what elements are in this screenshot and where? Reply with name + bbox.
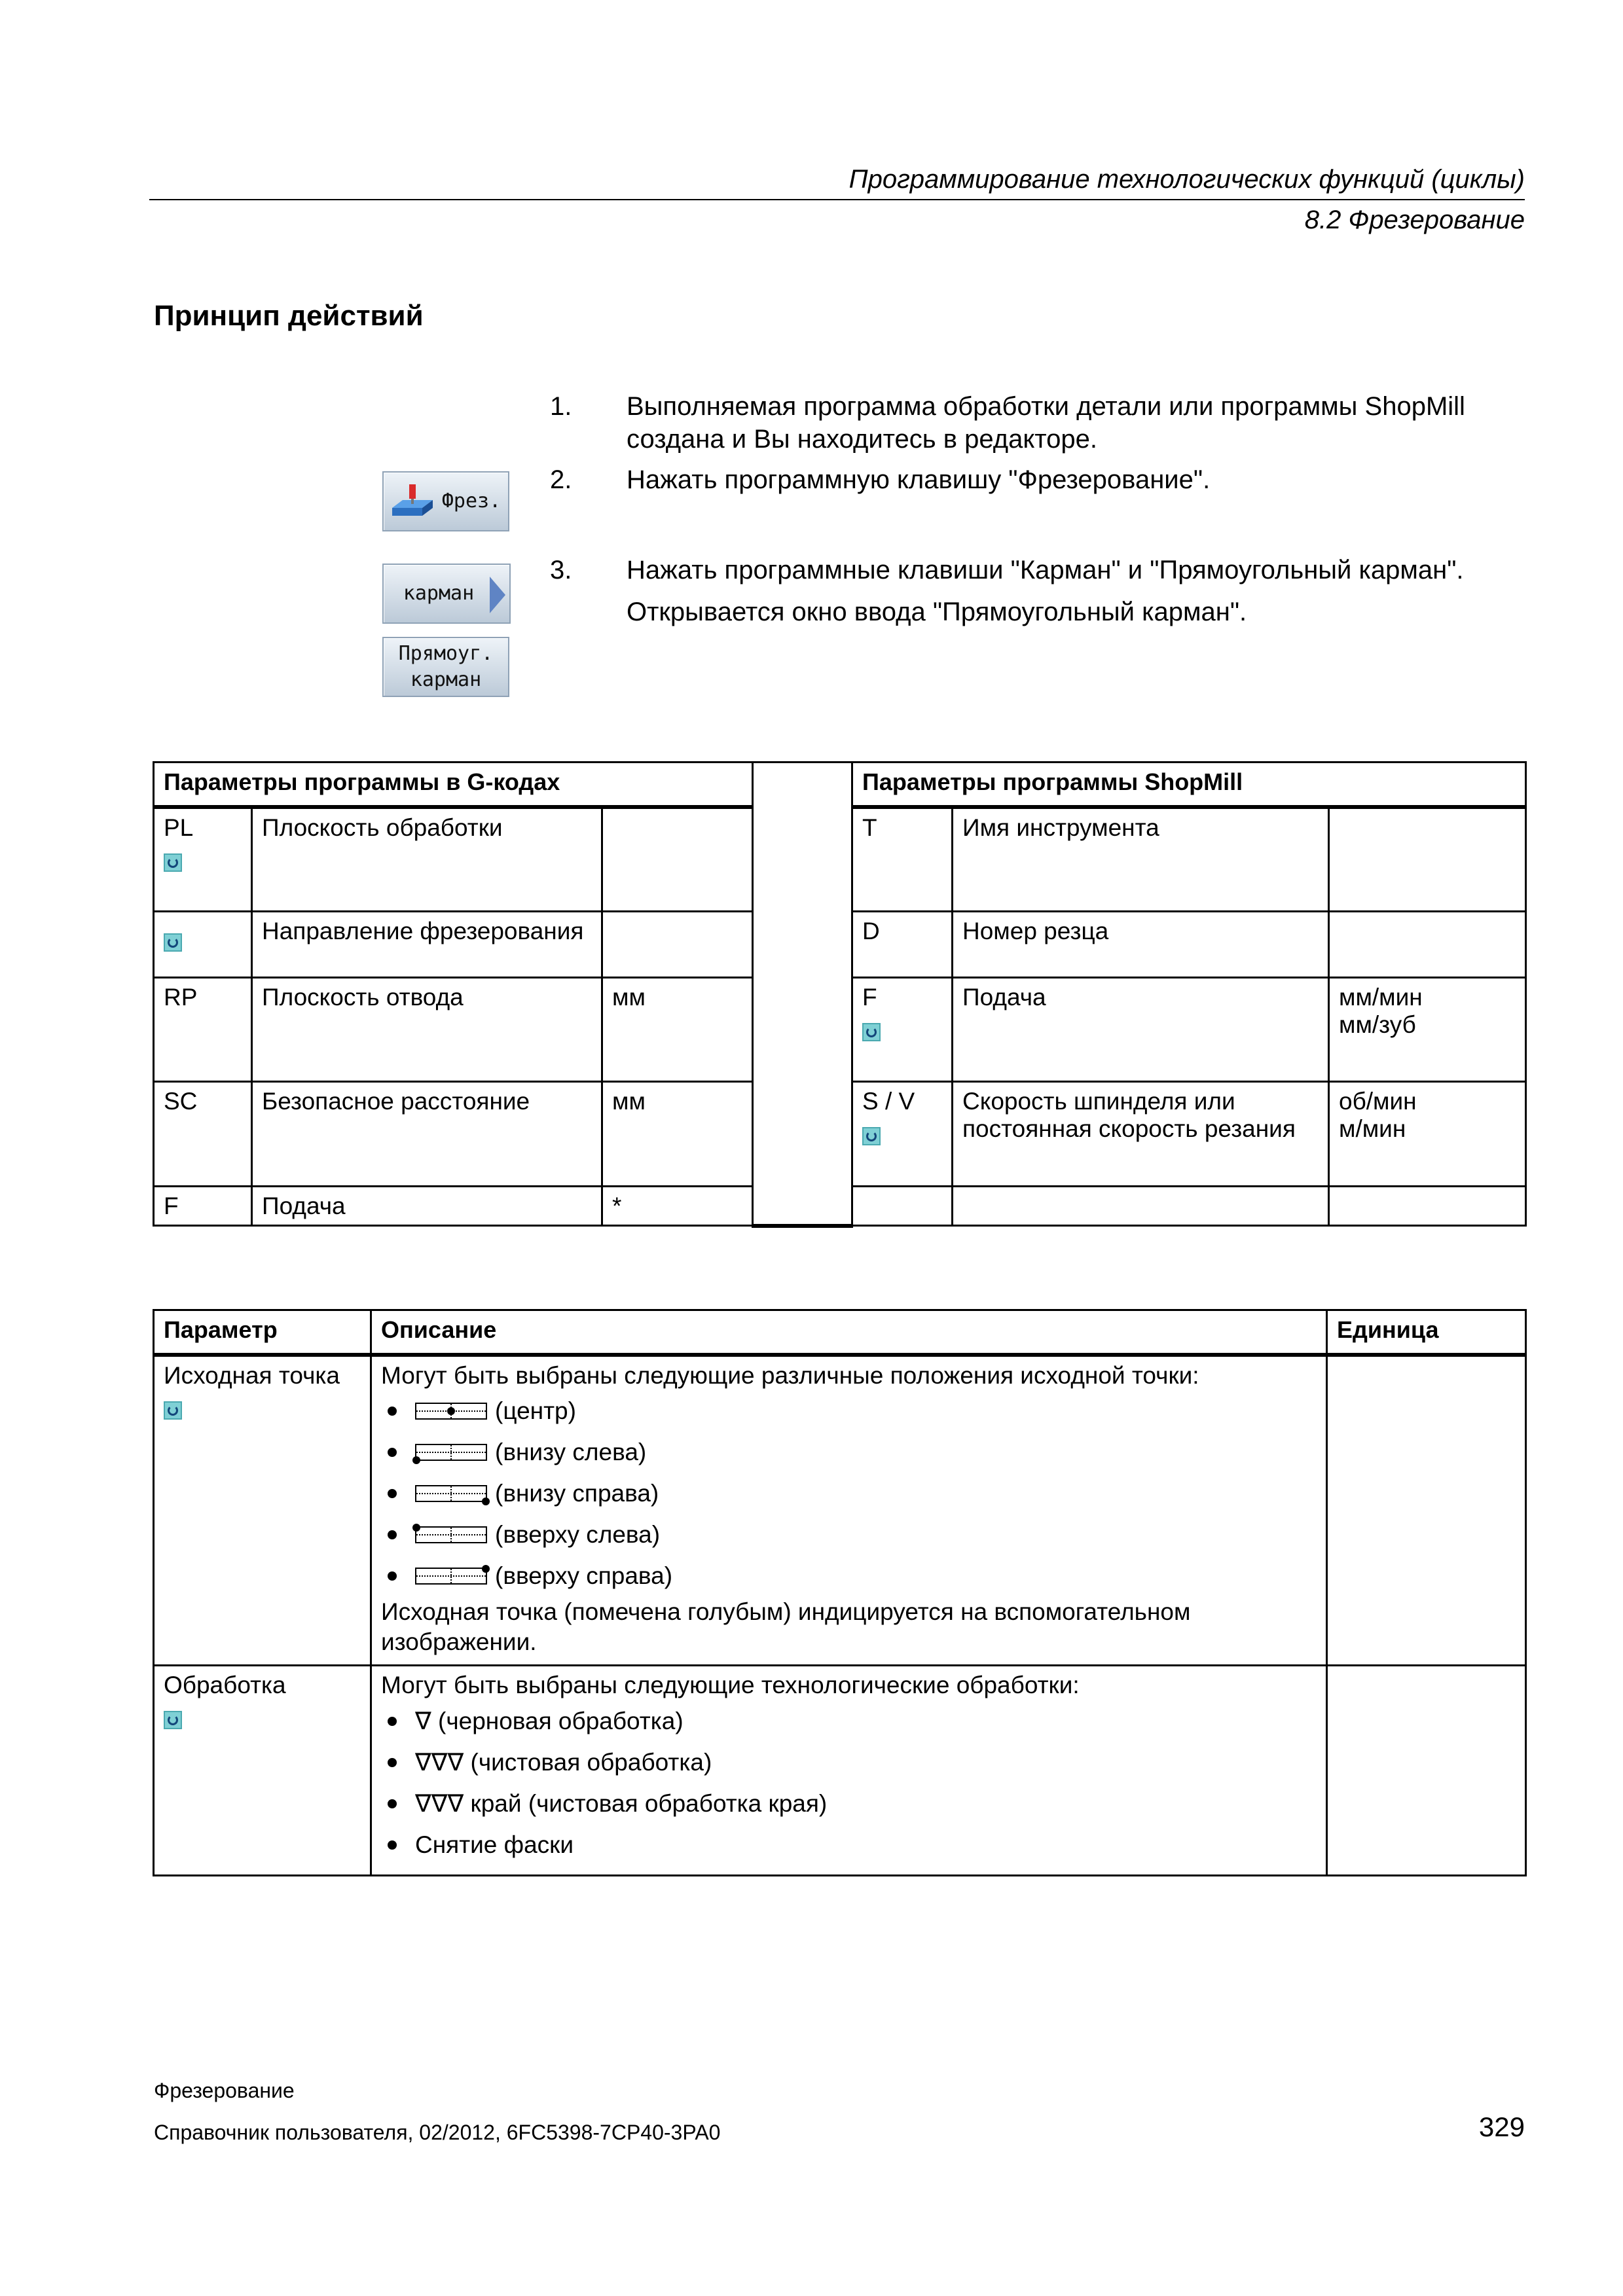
param-code: T: [852, 807, 953, 912]
pocket-softkey[interactable]: [382, 564, 511, 624]
list-item-text: (внизу слева): [495, 1439, 647, 1465]
param-code: F: [154, 1187, 252, 1226]
param-code: S / V: [862, 1088, 915, 1115]
bullet: [388, 1530, 397, 1539]
page-number: 329: [1478, 2111, 1525, 2142]
list-item: [381, 1700, 1317, 1742]
empty-cell: [852, 1187, 953, 1226]
mill-softkey[interactable]: [382, 471, 509, 531]
toggle-icon[interactable]: [164, 1401, 182, 1420]
list-item-text: ∇∇∇ край (чистовая обработка края): [415, 1790, 828, 1817]
step-text: Открывается окно ввода "Прямоугольный карман".: [627, 598, 1247, 626]
unit-cell: [1327, 1666, 1526, 1876]
footer-manual-info: Справочник пользователя, 02/2012, 6FC5398-7CP40-3PA0: [154, 2121, 721, 2144]
list-item-text: (внизу справа): [495, 1480, 659, 1507]
bullet: [388, 1571, 397, 1581]
step-number: 2.: [550, 465, 572, 494]
list-item: [381, 1742, 1317, 1783]
bullet: [388, 1448, 397, 1457]
rect-pocket-label-line2: карман: [410, 668, 482, 691]
mill-softkey-label: Фрез.: [441, 490, 501, 512]
bullet: [388, 1407, 397, 1416]
unit-line: м/мин: [1339, 1115, 1406, 1142]
list-item: [381, 1824, 1317, 1865]
step-number: 1.: [550, 392, 572, 421]
ref-point-top-left-icon: [415, 1526, 487, 1543]
param-desc: Безопасное расстояние: [252, 1082, 602, 1187]
param-desc: Имя инструмента: [953, 807, 1329, 912]
bullet: [388, 1758, 397, 1767]
desc-intro: Могут быть выбраны следующие технологические обработки:: [381, 1672, 1080, 1698]
footer-title: Фрезерование: [154, 2079, 295, 2102]
param-name: Исходная точка: [164, 1361, 340, 1389]
col-header-unit: Единица: [1327, 1310, 1526, 1355]
list-item: [381, 1391, 1317, 1432]
param-name: Обработка: [164, 1672, 286, 1698]
bullet: [388, 1717, 397, 1726]
section-title: Принцип действий: [154, 300, 424, 332]
desc-note: Исходная точка (помечена голубым) индицируется на вспомогательном изображении.: [381, 1598, 1191, 1655]
table-spacer: [753, 762, 852, 1226]
col-header-desc: Описание: [371, 1310, 1327, 1355]
ref-point-bottom-left-icon: [415, 1444, 487, 1461]
param-desc: Плоскость отвода: [252, 978, 602, 1082]
param-unit: *: [602, 1187, 753, 1226]
param-code: F: [862, 984, 877, 1011]
list-item: [381, 1473, 1317, 1515]
param-code: PL: [164, 814, 194, 841]
shopmill-params-header: Параметры программы ShopMill: [852, 762, 1526, 807]
ref-point-center-icon: [415, 1403, 487, 1420]
toggle-icon[interactable]: [164, 1711, 182, 1729]
toggle-icon[interactable]: [164, 853, 182, 872]
table-row: [154, 1666, 1526, 1876]
milling-icon: [391, 482, 437, 521]
running-header-chapter: Программирование технологических функций (циклы): [848, 165, 1525, 194]
list-item-text: ∇ (черновая обработка): [415, 1708, 684, 1734]
toggle-icon[interactable]: [164, 933, 182, 952]
gcode-params-header: Параметры программы в G-кодах: [154, 762, 753, 807]
ref-point-bottom-right-icon: [415, 1485, 487, 1502]
unit-line: мм/зуб: [1339, 1011, 1416, 1038]
list-item-text: ∇∇∇ (чистовая обработка): [415, 1749, 712, 1776]
ref-point-top-right-icon: [415, 1568, 487, 1585]
toggle-icon[interactable]: [862, 1023, 881, 1041]
unit-line: мм/мин: [1339, 984, 1423, 1011]
submenu-arrow-icon: [490, 577, 505, 613]
bullet: [388, 1489, 397, 1498]
step-text: Выполняемая программа обработки детали или программы ShopMill создана и Вы находитесь в редакторе.: [627, 392, 1465, 454]
param-desc: Номер резца: [953, 912, 1329, 978]
list-item-text: (вверху справа): [495, 1562, 673, 1589]
step-number: 3.: [550, 556, 572, 584]
description-table: [153, 1309, 1527, 1876]
param-desc: Плоскость обработки: [252, 807, 602, 912]
unit-line: об/мин: [1339, 1088, 1417, 1115]
table-row: [154, 1355, 1526, 1666]
param-unit: мм: [602, 978, 753, 1082]
bullet: [388, 1799, 397, 1808]
unit-cell: [1327, 1355, 1526, 1666]
list-item: [381, 1783, 1317, 1824]
list-item-text: (вверху слева): [495, 1521, 661, 1548]
list-item: [381, 1515, 1317, 1556]
param-code: D: [852, 912, 953, 978]
param-code: SC: [154, 1082, 252, 1187]
param-desc: Подача: [252, 1187, 602, 1226]
running-header-section: 8.2 Фрезерование: [1304, 206, 1525, 234]
step-text: Нажать программную клавишу "Фрезерование".: [627, 465, 1211, 494]
empty-cell: [953, 1187, 1329, 1226]
param-unit: [602, 807, 753, 912]
param-desc: Подача: [953, 978, 1329, 1082]
param-unit: [1329, 1082, 1526, 1187]
header-rule: [149, 199, 1525, 200]
rect-pocket-label-line1: Прямоуг.: [398, 642, 494, 665]
toggle-icon[interactable]: [862, 1127, 881, 1145]
param-unit: [1329, 807, 1526, 912]
list-item-text: (центр): [495, 1397, 576, 1424]
empty-cell: [1329, 1187, 1526, 1226]
step-text: Нажать программные клавиши "Карман" и "Прямоугольный карман".: [627, 556, 1464, 584]
desc-intro: Могут быть выбраны следующие различные положения исходной точки:: [381, 1361, 1199, 1389]
param-desc: Скорость шпинделя или постоянная скорость резания: [953, 1082, 1329, 1187]
col-header-param: Параметр: [154, 1310, 371, 1355]
pocket-softkey-label: карман: [403, 582, 475, 605]
param-unit: [1329, 912, 1526, 978]
bullet: [388, 1840, 397, 1850]
param-code: RP: [154, 978, 252, 1082]
parameter-table: [153, 761, 1527, 1228]
list-item: [381, 1556, 1317, 1597]
rect-pocket-softkey[interactable]: [382, 637, 509, 697]
list-item-text: Снятие фаски: [415, 1831, 574, 1858]
param-unit: мм: [602, 1082, 753, 1187]
list-item: [381, 1432, 1317, 1473]
param-desc: Направление фрезерования: [252, 912, 602, 978]
param-unit: [602, 912, 753, 978]
param-unit: [1329, 978, 1526, 1082]
